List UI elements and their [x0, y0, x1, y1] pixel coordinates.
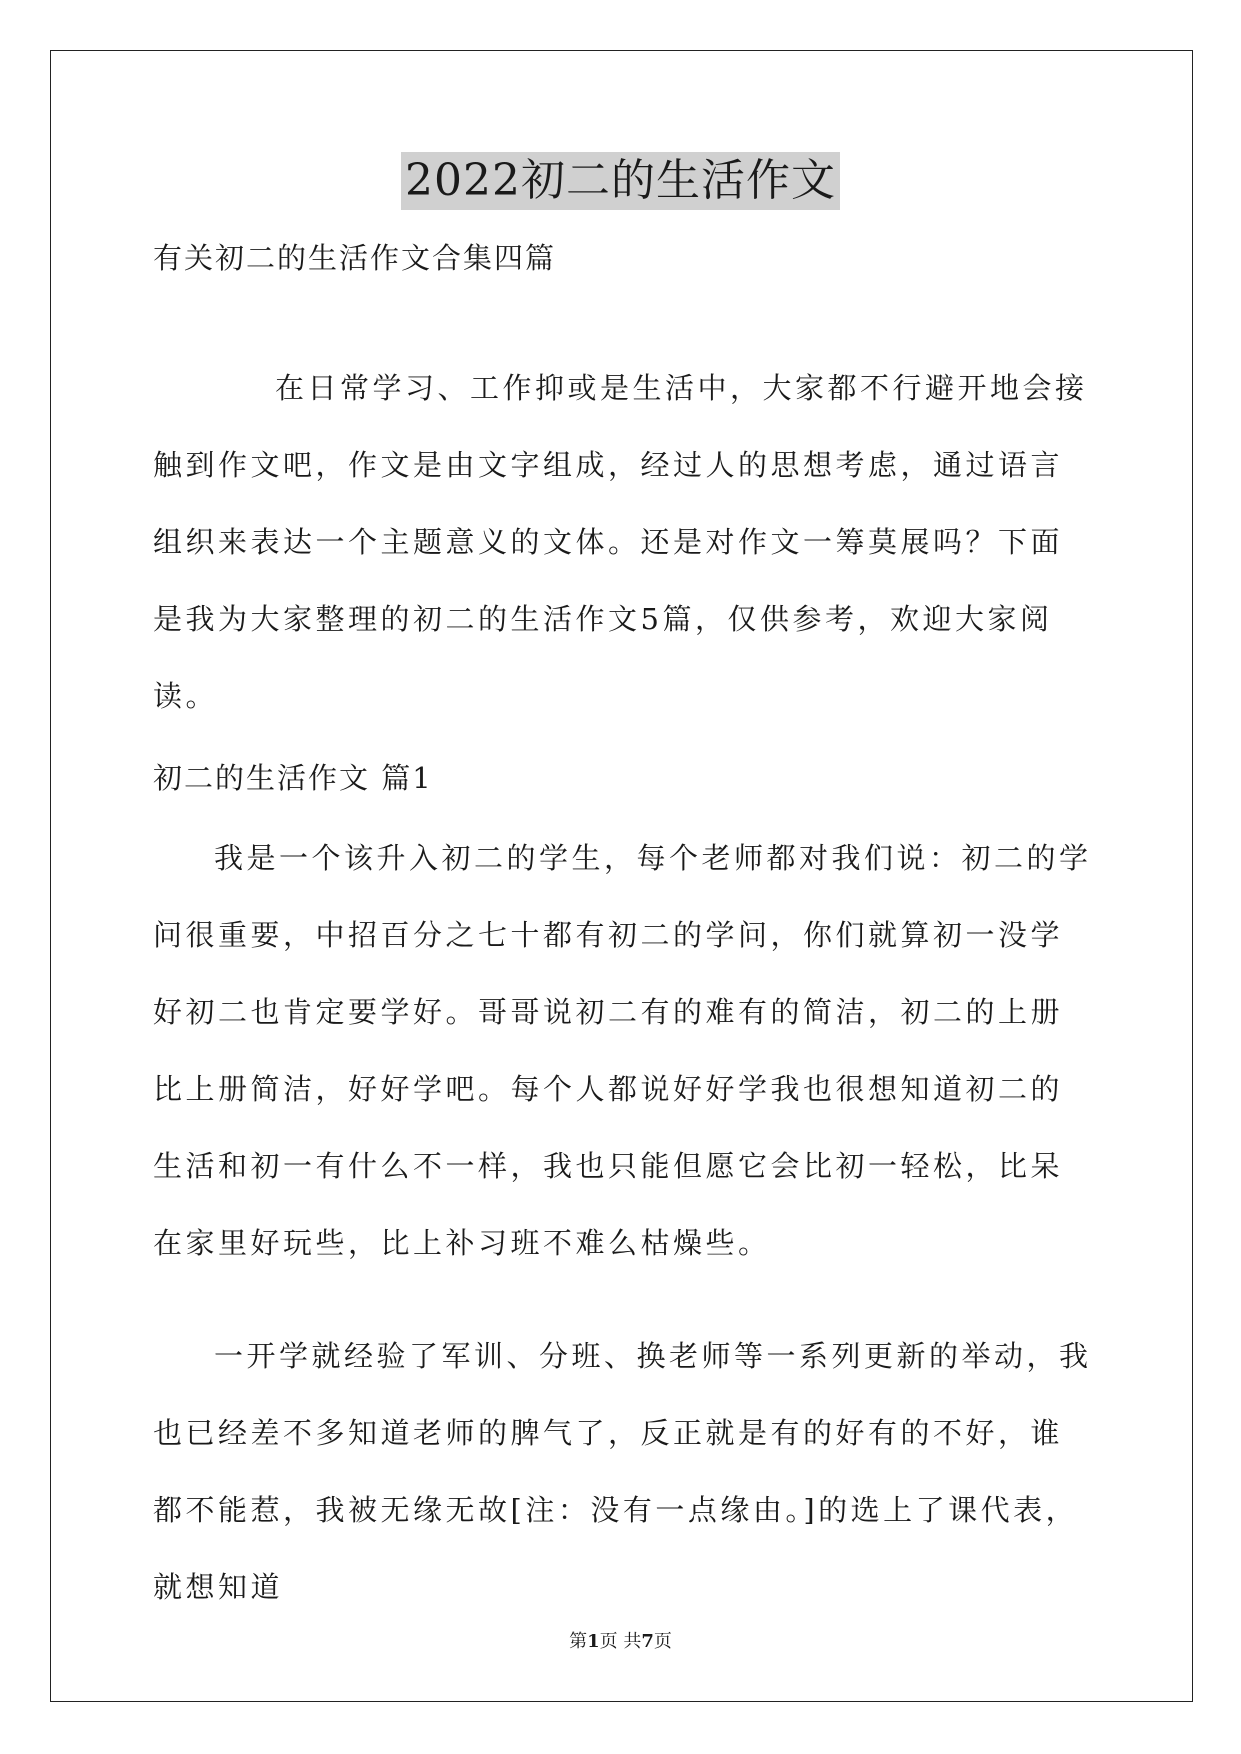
- page-footer: [0, 1630, 1241, 1654]
- document-subtitle: 有关初二的生活作文合集四篇: [153, 241, 557, 275]
- footer-mid: 页 共: [599, 1631, 642, 1652]
- body-paragraph-1: 我是一个该升入初二的学生，每个老师都对我们说：初二的学问很重要，中招百分之七十都有初二的学问，你们就算初一没学好初二也肯定要学好。哥哥说初二有的难有的简洁，初二的上册比上册简洁，好好学吧。每个人都说好好学我也很想知道初二的生活和初一有什么不一样，我也只能但愿它会比初一轻松，比呆在家里好玩些，比上补习班不难么枯燥些。: [153, 841, 1092, 1260]
- footer-prefix: 第: [569, 1631, 588, 1652]
- section-heading: 初二的生活作文 篇1: [153, 761, 433, 795]
- document-title: 2022初二的生活作文: [401, 152, 840, 210]
- title-wrap: [0, 152, 1241, 210]
- footer-suffix: 页: [653, 1631, 672, 1652]
- footer-page-total: 7: [641, 1631, 654, 1652]
- footer-page-current: 1: [587, 1631, 600, 1652]
- intro-paragraph: 在日常学习、工作抑或是生活中，大家都不行避开地会接触到作文吧，作文是由文字组成，经过人的思想考虑，通过语言组织来表达一个主题意义的文体。还是对作文一筹莫展吗？下面是我为大家整理的初二的生活作文5篇，仅供参考，欢迎大家阅读。: [153, 371, 1088, 713]
- body-paragraph-2: 一开学就经验了军训、分班、换老师等一系列更新的举动，我也已经差不多知道老师的脾气了，反正就是有的好有的不好，谁都不能惹，我被无缘无故[注：没有一点缘由。]的选上了课代表，就想知道: [153, 1339, 1092, 1604]
